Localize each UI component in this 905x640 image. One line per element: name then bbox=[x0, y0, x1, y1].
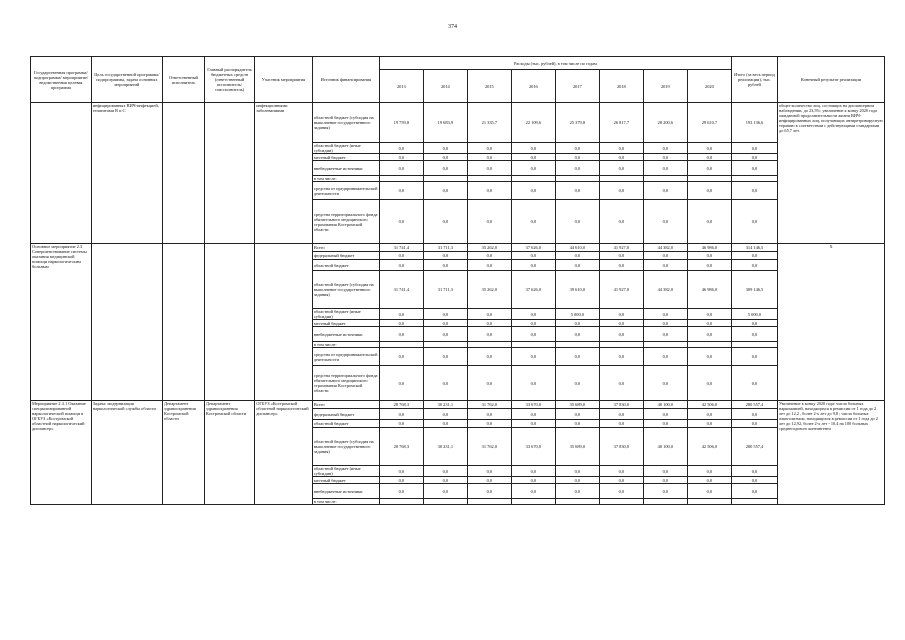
block2-participant-cell bbox=[255, 244, 313, 401]
year-value: 0,0 bbox=[643, 260, 687, 271]
year-value: 44 610,0 bbox=[555, 244, 599, 252]
year-value: 0,0 bbox=[643, 477, 687, 484]
final-result: общее количество лиц, состоящих на диспансерном наблюдении, до 23,5%; увеличение к концу 2020 года ожидаемой продолжительности жизни ВИЧ-инфицированных лиц, получающих антиретровирусную терапию в соответствии с действующими стандартами до 65,7 лет. bbox=[778, 103, 885, 244]
year-value: 46 986,0 bbox=[687, 244, 731, 252]
header-participant: Участник мероприятия bbox=[255, 57, 313, 103]
year-value: 0,0 bbox=[467, 154, 511, 161]
year-value: 35 689,0 bbox=[555, 401, 599, 409]
header-year: 2020 bbox=[687, 70, 731, 103]
year-value: 0,0 bbox=[423, 260, 467, 271]
header-goal: Цель государственной программы/подпрограммы, задача основных мероприятий bbox=[91, 57, 162, 103]
year-value: 28 200,6 bbox=[643, 103, 687, 143]
total-value: 0,0 bbox=[731, 484, 777, 499]
year-value: 33 670,0 bbox=[511, 428, 555, 466]
year-value: 0,0 bbox=[643, 161, 687, 176]
year-value: 0,0 bbox=[379, 154, 423, 161]
total-value: 0,0 bbox=[731, 348, 777, 366]
block1-manager-cell bbox=[204, 103, 254, 244]
year-value: 0,0 bbox=[599, 200, 643, 244]
year-value: 0,0 bbox=[643, 154, 687, 161]
year-value: 0,0 bbox=[643, 327, 687, 342]
table-row bbox=[31, 103, 885, 143]
funding-source: в том числе: bbox=[312, 176, 379, 182]
block3-executor-cell: Департамент здравоохранения Костромской области bbox=[163, 401, 205, 505]
year-value: 0,0 bbox=[379, 327, 423, 342]
year-value: 31 762,0 bbox=[467, 428, 511, 466]
year-value: 0,0 bbox=[467, 252, 511, 260]
funding-source: внебюджетные источники bbox=[312, 327, 379, 342]
funding-source: местный бюджет bbox=[312, 154, 379, 161]
year-value: 0,0 bbox=[599, 154, 643, 161]
year-value: 31 711,3 bbox=[423, 244, 467, 252]
year-value: 0,0 bbox=[599, 409, 643, 420]
year-value: 0,0 bbox=[555, 420, 599, 428]
year-value: 0,0 bbox=[643, 348, 687, 366]
year-value: 0,0 bbox=[511, 366, 555, 401]
header-year: 2019 bbox=[643, 70, 687, 103]
block2-executor-cell bbox=[163, 244, 205, 401]
total-value: 0,0 bbox=[731, 260, 777, 271]
year-value: 0,0 bbox=[555, 348, 599, 366]
header-result: Конечный результат реализации bbox=[778, 57, 885, 103]
year-value: 0,0 bbox=[467, 477, 511, 484]
year-value: 30 231,1 bbox=[423, 428, 467, 466]
year-value: 0,0 bbox=[687, 154, 731, 161]
year-value: 0,0 bbox=[379, 260, 423, 271]
year-value: 0,0 bbox=[555, 252, 599, 260]
year-value: 0,0 bbox=[643, 143, 687, 154]
year-value: 0,0 bbox=[687, 466, 731, 477]
year-value: 41 927,0 bbox=[599, 244, 643, 252]
year-value: 0,0 bbox=[423, 200, 467, 244]
year-value: 0,0 bbox=[511, 182, 555, 200]
budget-table bbox=[30, 56, 885, 505]
year-value: 0,0 bbox=[599, 484, 643, 499]
block3-program-cell: Мероприятие 2.3.1 Оказание специализированной наркологической помощи в ОГБУЗ «Костромской областной наркологический диспансер» bbox=[31, 401, 92, 505]
year-value: 0,0 bbox=[599, 320, 643, 327]
year-value: 0,0 bbox=[467, 260, 511, 271]
total-value: 280 557,4 bbox=[731, 401, 777, 409]
funding-source: в том числе: bbox=[312, 342, 379, 348]
year-value bbox=[379, 499, 423, 505]
total-value: 0,0 bbox=[731, 366, 777, 401]
funding-source: средства территориального фонда обязательного медицинского страхования Костромской области bbox=[312, 200, 379, 244]
header-executor: Ответственный исполнитель bbox=[163, 57, 205, 103]
funding-source: федеральный бюджет bbox=[312, 409, 379, 420]
year-value: 0,0 bbox=[467, 409, 511, 420]
total-value: 314 146,5 bbox=[731, 244, 777, 252]
year-value: 0,0 bbox=[599, 161, 643, 176]
funding-source: средства от предпринимательской деятельности bbox=[312, 348, 379, 366]
year-value: 0,0 bbox=[379, 348, 423, 366]
year-value: 31 741,4 bbox=[379, 271, 423, 309]
total-value bbox=[731, 499, 777, 505]
year-value: 0,0 bbox=[467, 143, 511, 154]
year-value: 0,0 bbox=[511, 252, 555, 260]
year-value bbox=[511, 499, 555, 505]
year-value: 0,0 bbox=[379, 366, 423, 401]
year-value: 0,0 bbox=[467, 161, 511, 176]
year-value: 0,0 bbox=[687, 252, 731, 260]
year-value: 40 100,0 bbox=[643, 428, 687, 466]
funding-source: областной бюджет (иные субсидии) bbox=[312, 143, 379, 154]
header-year: 2013 bbox=[379, 70, 423, 103]
year-value: 5 000,0 bbox=[555, 309, 599, 320]
funding-source: федеральный бюджет bbox=[312, 252, 379, 260]
header-total: Итого (за весь период реализации), тыс. рублей bbox=[731, 57, 777, 103]
year-value: 0,0 bbox=[555, 200, 599, 244]
year-value: 0,0 bbox=[379, 409, 423, 420]
year-value: 40 100,0 bbox=[643, 401, 687, 409]
table-row bbox=[31, 401, 885, 409]
year-value: 0,0 bbox=[687, 320, 731, 327]
year-value: 0,0 bbox=[555, 161, 599, 176]
year-value: 35 262,0 bbox=[467, 271, 511, 309]
block1-program-cell bbox=[31, 103, 92, 244]
year-value: 0,0 bbox=[599, 143, 643, 154]
table-header bbox=[31, 57, 885, 103]
funding-source: областной бюджет bbox=[312, 260, 379, 271]
year-value: 0,0 bbox=[687, 309, 731, 320]
year-value: 0,0 bbox=[599, 420, 643, 428]
year-value: 0,0 bbox=[379, 420, 423, 428]
header-year: 2017 bbox=[555, 70, 599, 103]
year-value: 0,0 bbox=[687, 260, 731, 271]
year-value: 22 109,6 bbox=[511, 103, 555, 143]
block3-manager-cell: Департамент здравоохранения Костромской области bbox=[204, 401, 254, 505]
year-value: 0,0 bbox=[555, 366, 599, 401]
year-value: 0,0 bbox=[423, 161, 467, 176]
year-value: 0,0 bbox=[599, 348, 643, 366]
year-value: 0,0 bbox=[379, 182, 423, 200]
funding-source: областной бюджет (субсидия на выполнение государственного задания) bbox=[312, 428, 379, 466]
header-expenses: Расходы (тыс. рублей), в том числе по годам bbox=[379, 57, 731, 70]
year-value: 0,0 bbox=[643, 252, 687, 260]
year-value: 28 768,3 bbox=[379, 428, 423, 466]
year-value: 46 986,0 bbox=[687, 271, 731, 309]
year-value: 0,0 bbox=[643, 466, 687, 477]
year-value: 0,0 bbox=[555, 466, 599, 477]
header-program: Государственная программа/подпрограмма/ мероприятие/ ведомственная целевая программа bbox=[31, 57, 92, 103]
year-value bbox=[423, 499, 467, 505]
year-value: 29 610,7 bbox=[687, 103, 731, 143]
year-value: 0,0 bbox=[423, 143, 467, 154]
year-value: 35 689,0 bbox=[555, 428, 599, 466]
total-value: 309 146,5 bbox=[731, 271, 777, 309]
year-value bbox=[467, 499, 511, 505]
header-source: Источник финансирования bbox=[312, 57, 379, 103]
year-value: 0,0 bbox=[555, 327, 599, 342]
year-value: 0,0 bbox=[423, 154, 467, 161]
year-value: 0,0 bbox=[687, 366, 731, 401]
year-value: 30 231,1 bbox=[423, 401, 467, 409]
year-value: 0,0 bbox=[511, 348, 555, 366]
block2-manager-cell bbox=[204, 244, 254, 401]
total-value: 280 557,4 bbox=[731, 428, 777, 466]
year-value: 0,0 bbox=[643, 320, 687, 327]
header-year: 2014 bbox=[423, 70, 467, 103]
year-value: 0,0 bbox=[687, 409, 731, 420]
header-manager: Главный распорядитель бюджетных средств (ответственный исполнитель/ соисполнитель) bbox=[204, 57, 254, 103]
total-value: 0,0 bbox=[731, 409, 777, 420]
year-value: 0,0 bbox=[423, 182, 467, 200]
year-value: 37 830,0 bbox=[599, 401, 643, 409]
total-value: 5 000,0 bbox=[731, 309, 777, 320]
block1-executor-cell bbox=[163, 103, 205, 244]
year-value: 0,0 bbox=[687, 161, 731, 176]
year-value: 0,0 bbox=[555, 484, 599, 499]
year-value: 0,0 bbox=[643, 200, 687, 244]
year-value: 0,0 bbox=[511, 420, 555, 428]
total-value: 0,0 bbox=[731, 154, 777, 161]
year-value: 42 506,0 bbox=[687, 428, 731, 466]
year-value: 0,0 bbox=[467, 484, 511, 499]
block2-goal-cell bbox=[91, 244, 162, 401]
total-value: 0,0 bbox=[731, 161, 777, 176]
block2-program-cell: Основное мероприятие 2.3 Совершенствование системы оказания медицинской помощи наркологическим больным bbox=[31, 244, 92, 401]
year-value: 0,0 bbox=[643, 420, 687, 428]
year-value: 0,0 bbox=[643, 309, 687, 320]
funding-source: средства от предпринимательской деятельности bbox=[312, 182, 379, 200]
year-value: 0,0 bbox=[467, 309, 511, 320]
funding-source: областной бюджет (субсидия на выполнение государственного задания) bbox=[312, 103, 379, 143]
year-value: 25 379,8 bbox=[555, 103, 599, 143]
year-value: 31 741,4 bbox=[379, 244, 423, 252]
year-value: 0,0 bbox=[643, 366, 687, 401]
year-value: 0,0 bbox=[423, 348, 467, 366]
year-value: 19 683,9 bbox=[423, 103, 467, 143]
funding-source: Всего bbox=[312, 244, 379, 252]
year-value: 35 262,0 bbox=[467, 244, 511, 252]
funding-source: областной бюджет (субсидия на выполнение государственного задания) bbox=[312, 271, 379, 309]
year-value: 0,0 bbox=[423, 309, 467, 320]
total-value: 0,0 bbox=[731, 252, 777, 260]
funding-source: областной бюджет (иные субсидии) bbox=[312, 466, 379, 477]
year-value bbox=[599, 499, 643, 505]
year-value: 0,0 bbox=[423, 252, 467, 260]
block1-goal-cell: инфицированных ВИЧ-инфекцией, гепатитами В и С bbox=[91, 103, 162, 244]
year-value: 0,0 bbox=[423, 366, 467, 401]
year-value: 0,0 bbox=[555, 143, 599, 154]
year-value bbox=[687, 499, 731, 505]
year-value: 0,0 bbox=[687, 182, 731, 200]
year-value: 0,0 bbox=[423, 477, 467, 484]
total-value: 0,0 bbox=[731, 477, 777, 484]
year-value: 0,0 bbox=[511, 161, 555, 176]
funding-source: средства территориального фонда обязательного медицинского страхования Костромской области bbox=[312, 366, 379, 401]
year-value: 0,0 bbox=[511, 320, 555, 327]
year-value: 0,0 bbox=[643, 484, 687, 499]
year-value: 0,0 bbox=[599, 260, 643, 271]
year-value: 0,0 bbox=[555, 477, 599, 484]
year-value: 44 382,0 bbox=[643, 244, 687, 252]
year-value: 0,0 bbox=[423, 466, 467, 477]
year-value: 0,0 bbox=[467, 182, 511, 200]
year-value: 0,0 bbox=[599, 366, 643, 401]
year-value: 37 626,0 bbox=[511, 271, 555, 309]
year-value: 0,0 bbox=[599, 252, 643, 260]
year-value: 0,0 bbox=[379, 143, 423, 154]
year-value: 31 711,3 bbox=[423, 271, 467, 309]
year-value: 0,0 bbox=[423, 327, 467, 342]
year-value: 0,0 bbox=[379, 309, 423, 320]
year-value: 0,0 bbox=[687, 200, 731, 244]
total-value: 0,0 bbox=[731, 182, 777, 200]
block1-participant-cell: инфекционными заболеваниями bbox=[255, 103, 313, 244]
year-value: 0,0 bbox=[555, 260, 599, 271]
year-value: 0,0 bbox=[379, 252, 423, 260]
year-value: 0,0 bbox=[687, 348, 731, 366]
year-value: 0,0 bbox=[511, 327, 555, 342]
year-value: 0,0 bbox=[379, 484, 423, 499]
year-value: 0,0 bbox=[379, 161, 423, 176]
total-value: 0,0 bbox=[731, 466, 777, 477]
funding-source: областной бюджет (иные субсидии) bbox=[312, 309, 379, 320]
year-value: 0,0 bbox=[643, 409, 687, 420]
year-value: 0,0 bbox=[511, 143, 555, 154]
year-value: 0,0 bbox=[467, 327, 511, 342]
year-value bbox=[643, 499, 687, 505]
year-value: 0,0 bbox=[379, 320, 423, 327]
year-value: 0,0 bbox=[687, 143, 731, 154]
header-year: 2015 bbox=[467, 70, 511, 103]
year-value: 37 830,0 bbox=[599, 428, 643, 466]
funding-source: внебюджетные источники bbox=[312, 161, 379, 176]
year-value: 0,0 bbox=[687, 484, 731, 499]
year-value: 0,0 bbox=[423, 420, 467, 428]
year-value: 0,0 bbox=[643, 182, 687, 200]
total-value: 193 136,6 bbox=[731, 103, 777, 143]
year-value: 0,0 bbox=[511, 466, 555, 477]
year-value: 37 626,0 bbox=[511, 244, 555, 252]
year-value: 0,0 bbox=[423, 409, 467, 420]
year-value: 0,0 bbox=[511, 154, 555, 161]
year-value: 0,0 bbox=[423, 320, 467, 327]
year-value: 41 927,0 bbox=[599, 271, 643, 309]
year-value: 0,0 bbox=[511, 200, 555, 244]
block3-goal-cell: Задача: модернизация наркологической службы области bbox=[91, 401, 162, 505]
year-value: 0,0 bbox=[687, 477, 731, 484]
year-value: 0,0 bbox=[511, 260, 555, 271]
funding-source: местный бюджет bbox=[312, 320, 379, 327]
total-value: 0,0 bbox=[731, 327, 777, 342]
table-body bbox=[31, 103, 885, 505]
total-value: 0,0 bbox=[731, 420, 777, 428]
year-value: 0,0 bbox=[511, 409, 555, 420]
table-row bbox=[31, 244, 885, 252]
year-value: 0,0 bbox=[379, 200, 423, 244]
funding-source: Всего bbox=[312, 401, 379, 409]
year-value: 0,0 bbox=[555, 320, 599, 327]
year-value: 0,0 bbox=[511, 309, 555, 320]
block3-participant-cell: ОГБУЗ «Костромской областной наркологический диспансер» bbox=[255, 401, 313, 505]
year-value: 0,0 bbox=[599, 477, 643, 484]
year-value: 44 382,0 bbox=[643, 271, 687, 309]
year-value: 0,0 bbox=[555, 182, 599, 200]
year-value: 31 762,0 bbox=[467, 401, 511, 409]
year-value: 0,0 bbox=[599, 309, 643, 320]
total-value: 0,0 bbox=[731, 320, 777, 327]
year-value: 0,0 bbox=[555, 154, 599, 161]
year-value: 19 759,8 bbox=[379, 103, 423, 143]
final-result: Х bbox=[778, 244, 885, 401]
year-value: 21 335,7 bbox=[467, 103, 511, 143]
year-value: 0,0 bbox=[599, 466, 643, 477]
funding-source: в том числе: bbox=[312, 499, 379, 505]
year-value: 0,0 bbox=[467, 366, 511, 401]
year-value: 0,0 bbox=[511, 477, 555, 484]
year-value: 26 817,7 bbox=[599, 103, 643, 143]
final-result: Увеличение к концу 2020 года: числа больных наркоманией, находящихся в ремиссии от 1 года до 2 лет до 12,2 , более 2-х лет до 9,8 ; числа больных алкоголизмом, находящихся в ремиссии от 1 года до 2 лет до 12,92, более 2-х лет - 10,4 на 100 больных среднегодового контингента bbox=[778, 401, 885, 505]
year-value: 0,0 bbox=[379, 466, 423, 477]
year-value: 0,0 bbox=[467, 420, 511, 428]
header-year: 2018 bbox=[599, 70, 643, 103]
year-value: 42 506,0 bbox=[687, 401, 731, 409]
year-value: 0,0 bbox=[511, 484, 555, 499]
funding-source: внебюджетные источники bbox=[312, 484, 379, 499]
year-value: 0,0 bbox=[467, 320, 511, 327]
year-value: 0,0 bbox=[467, 466, 511, 477]
year-value: 0,0 bbox=[687, 327, 731, 342]
total-value: 0,0 bbox=[731, 143, 777, 154]
year-value: 0,0 bbox=[599, 327, 643, 342]
funding-source: местный бюджет bbox=[312, 477, 379, 484]
header-year: 2016 bbox=[511, 70, 555, 103]
total-value: 0,0 bbox=[731, 200, 777, 244]
year-value: 39 610,0 bbox=[555, 271, 599, 309]
year-value bbox=[555, 499, 599, 505]
page-number: 374 bbox=[448, 24, 457, 30]
year-value: 0,0 bbox=[467, 200, 511, 244]
year-value: 0,0 bbox=[555, 409, 599, 420]
year-value: 0,0 bbox=[467, 348, 511, 366]
year-value: 0,0 bbox=[423, 484, 467, 499]
year-value: 0,0 bbox=[687, 420, 731, 428]
year-value: 28 768,3 bbox=[379, 401, 423, 409]
year-value: 33 670,0 bbox=[511, 401, 555, 409]
funding-source: областной бюджет bbox=[312, 420, 379, 428]
year-value: 0,0 bbox=[379, 477, 423, 484]
year-value: 0,0 bbox=[599, 182, 643, 200]
